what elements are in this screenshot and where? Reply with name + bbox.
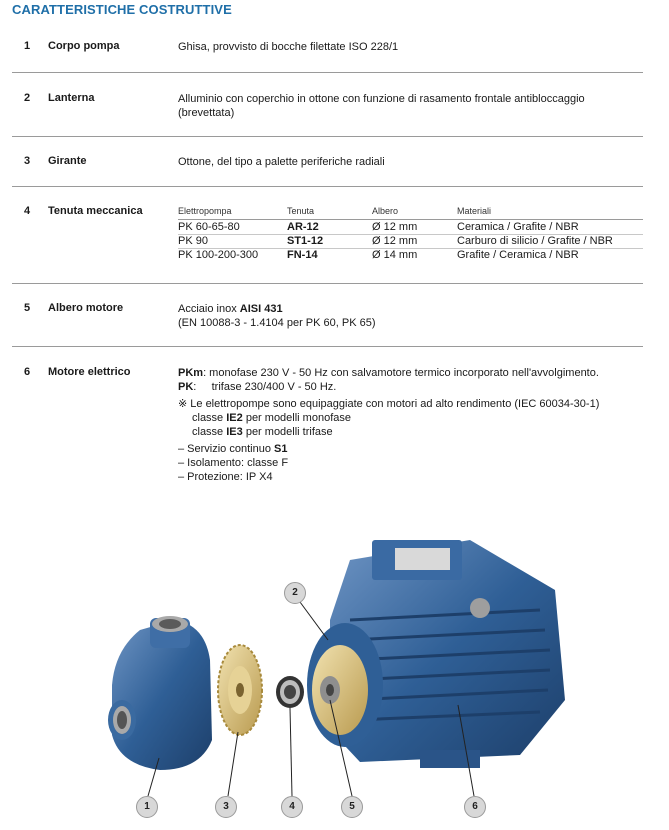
seal-table-rule bbox=[178, 234, 643, 235]
row-number: 4 bbox=[24, 205, 31, 217]
callout-badge: 3 bbox=[215, 796, 237, 818]
row-label: Motore elettrico bbox=[48, 366, 131, 378]
row-description: Ghisa, provvisto di bocche filettate ISO 228/1 bbox=[178, 41, 399, 53]
row-description bbox=[178, 302, 638, 330]
motor-bullet bbox=[178, 442, 648, 456]
section-title: CARATTERISTICHE COSTRUTTIVE bbox=[12, 2, 232, 17]
row-number: 2 bbox=[24, 92, 31, 104]
callout-badge: 6 bbox=[464, 796, 486, 818]
pump-body-part bbox=[108, 616, 212, 770]
seal-table-header: Materiali bbox=[457, 206, 492, 216]
row-label: Tenuta meccanica bbox=[48, 205, 143, 217]
text-bold: IE3 bbox=[226, 426, 243, 438]
motor-line-pk bbox=[178, 380, 648, 394]
row-divider bbox=[12, 283, 643, 284]
row-divider bbox=[12, 136, 643, 137]
impeller-part bbox=[218, 645, 262, 735]
callout-badge: 5 bbox=[341, 796, 363, 818]
text-part: : monofase 230 V - 50 Hz con salvamotore termico incorporato nell'avvolgimento. bbox=[203, 367, 599, 379]
row-description-line bbox=[178, 302, 638, 316]
motor-note-class bbox=[178, 425, 648, 439]
seal-code: FN-14 bbox=[287, 249, 318, 261]
motor-bullet: – Isolamento: classe F bbox=[178, 457, 289, 469]
seal-table-header: Albero bbox=[372, 206, 399, 216]
seal-table-cell bbox=[287, 249, 318, 261]
text-part: classe bbox=[192, 426, 227, 438]
seal-code: AR-12 bbox=[287, 221, 319, 233]
mechanical-seal-part bbox=[276, 676, 304, 708]
text-bold: PKm bbox=[178, 367, 204, 379]
row-label: Girante bbox=[48, 155, 87, 167]
seal-table-cell: Carburo di silicio / Grafite / NBR bbox=[457, 235, 613, 247]
row-number: 6 bbox=[24, 366, 31, 378]
row-divider bbox=[12, 186, 643, 187]
callout-badge: 1 bbox=[136, 796, 158, 818]
row-number: 5 bbox=[24, 302, 31, 314]
row-description-line: (EN 10088-3 - 1.4104 per PK 60, PK 65) bbox=[178, 317, 376, 329]
row-label: Lanterna bbox=[48, 92, 95, 104]
seal-table-rule bbox=[178, 248, 643, 249]
text-part: – Servizio continuo bbox=[178, 443, 274, 455]
seal-table-cell: Ø 14 mm bbox=[372, 249, 418, 261]
seal-table-cell: PK 100-200-300 bbox=[178, 249, 259, 261]
motor-note: ※ Le elettropompe sono equipaggiate con motori ad alto rendimento (IEC 60034-30-1) bbox=[178, 398, 600, 410]
motor-description bbox=[178, 366, 648, 484]
pump-exploded-illustration bbox=[0, 500, 669, 830]
seal-table-cell bbox=[287, 235, 323, 247]
motor-line-pkm bbox=[178, 366, 648, 380]
seal-table-header: Elettropompa bbox=[178, 206, 232, 216]
row-description bbox=[178, 92, 638, 120]
row-description: Ottone, del tipo a palette periferiche radiali bbox=[178, 156, 385, 168]
seal-code: ST1-12 bbox=[287, 235, 324, 247]
row-label: Corpo pompa bbox=[48, 40, 120, 52]
seal-table-cell: PK 60-65-80 bbox=[178, 221, 240, 233]
row-number: 3 bbox=[24, 155, 31, 167]
seal-table-cell: Ceramica / Grafite / NBR bbox=[457, 221, 579, 233]
callout-badge: 2 bbox=[284, 582, 306, 604]
row-divider bbox=[12, 72, 643, 73]
row-description-line: (brevettata) bbox=[178, 107, 235, 119]
text-bold: AISI 431 bbox=[239, 303, 283, 315]
seal-table-cell: Grafite / Ceramica / NBR bbox=[457, 249, 579, 261]
text-bold: PK bbox=[178, 381, 194, 393]
row-divider bbox=[12, 346, 643, 347]
text-part: classe bbox=[192, 412, 227, 424]
text-part: per modelli trifase bbox=[242, 426, 333, 438]
row-label: Albero motore bbox=[48, 302, 124, 314]
seal-table-cell: Ø 12 mm bbox=[372, 221, 418, 233]
seal-table-header: Tenuta bbox=[287, 206, 315, 216]
motor-bullet: – Protezione: IP X4 bbox=[178, 471, 273, 483]
seal-table-cell: PK 90 bbox=[178, 235, 208, 247]
text-part: per modelli monofase bbox=[242, 412, 351, 424]
callout-badge: 4 bbox=[281, 796, 303, 818]
motor-note-class bbox=[178, 411, 648, 425]
seal-table-cell bbox=[287, 221, 319, 233]
text-bold: S1 bbox=[274, 443, 288, 455]
electric-motor-part bbox=[307, 540, 565, 768]
text-part: : trifase 230/400 V - 50 Hz. bbox=[193, 381, 337, 393]
text-part: Acciaio inox bbox=[178, 303, 240, 315]
seal-table-rule bbox=[178, 219, 643, 220]
seal-table-cell: Ø 12 mm bbox=[372, 235, 418, 247]
text-bold: IE2 bbox=[226, 412, 243, 424]
row-description-line: Alluminio con coperchio in ottone con funzione di rasamento frontale antibloccaggio bbox=[178, 93, 585, 105]
row-number: 1 bbox=[24, 40, 31, 52]
